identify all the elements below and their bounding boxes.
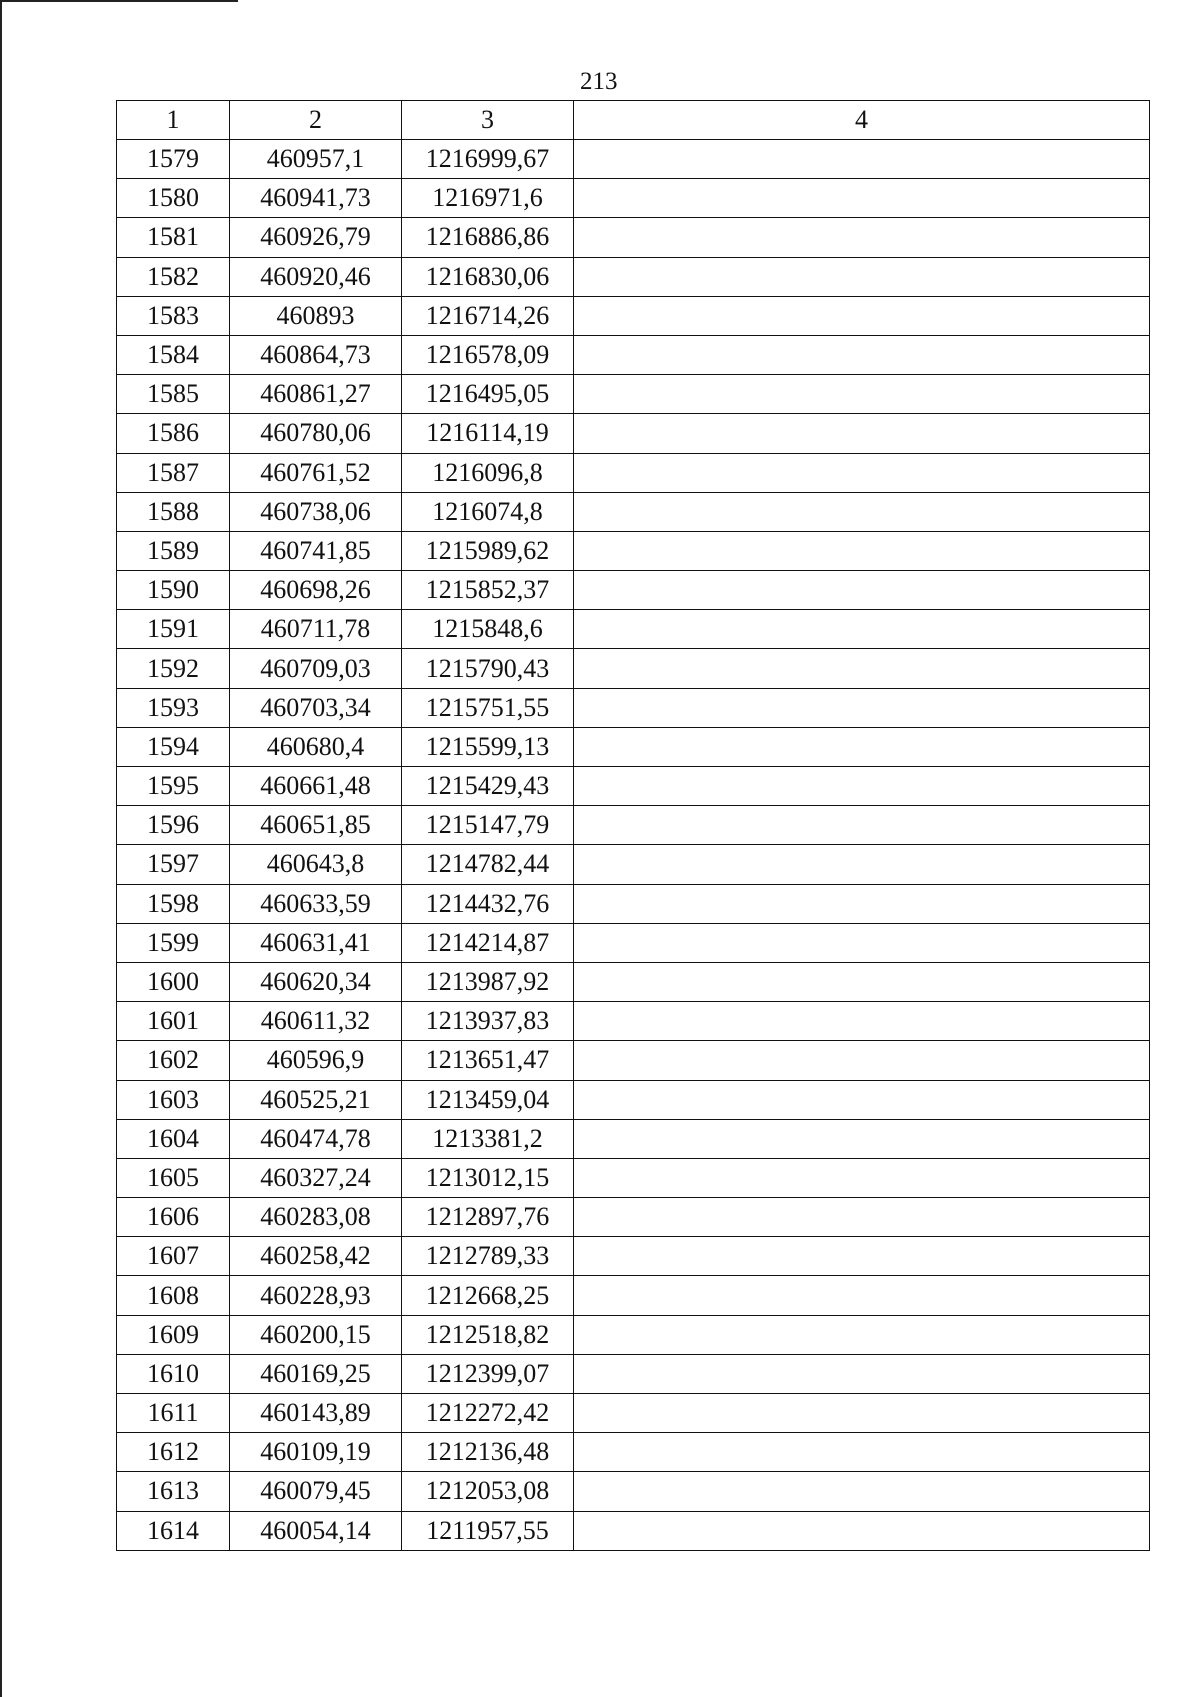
coordinate-y-cell: 1213937,83: [402, 1002, 574, 1041]
table-row: [117, 962, 1150, 1001]
note-cell: [574, 688, 1150, 727]
coordinate-y-cell: 1212518,82: [402, 1315, 574, 1354]
coordinate-y-cell: 1214782,44: [402, 845, 574, 884]
point-number-cell: 1608: [117, 1276, 230, 1315]
note-cell: [574, 923, 1150, 962]
point-number-cell: 1611: [117, 1394, 230, 1433]
coordinate-y-cell: 1215989,62: [402, 531, 574, 570]
coordinate-y-cell: 1216578,09: [402, 335, 574, 374]
coordinate-x-cell: 460611,32: [230, 1002, 402, 1041]
point-number-cell: 1592: [117, 649, 230, 688]
table-row: [117, 923, 1150, 962]
table-row: [117, 1002, 1150, 1041]
note-cell: [574, 257, 1150, 296]
coordinate-x-cell: 460079,45: [230, 1472, 402, 1511]
point-number-cell: 1612: [117, 1433, 230, 1472]
table-row: [117, 1119, 1150, 1158]
coordinate-y-cell: 1214214,87: [402, 923, 574, 962]
coordinate-x-cell: 460926,79: [230, 218, 402, 257]
point-number-cell: 1598: [117, 884, 230, 923]
point-number-cell: 1607: [117, 1237, 230, 1276]
table-row: [117, 453, 1150, 492]
note-cell: [574, 649, 1150, 688]
point-number-cell: 1585: [117, 375, 230, 414]
note-cell: [574, 531, 1150, 570]
column-header: 4: [574, 101, 1150, 140]
coordinate-x-cell: 460861,27: [230, 375, 402, 414]
note-cell: [574, 179, 1150, 218]
coordinate-y-cell: 1216114,19: [402, 414, 574, 453]
table-row: [117, 1354, 1150, 1393]
coordinate-y-cell: 1216096,8: [402, 453, 574, 492]
coordinate-y-cell: 1211957,55: [402, 1511, 574, 1550]
point-number-cell: 1599: [117, 923, 230, 962]
coordinate-x-cell: 460631,41: [230, 923, 402, 962]
coordinate-y-cell: 1212789,33: [402, 1237, 574, 1276]
coordinate-x-cell: 460941,73: [230, 179, 402, 218]
coordinate-y-cell: 1215599,13: [402, 727, 574, 766]
coordinate-y-cell: 1212136,48: [402, 1433, 574, 1472]
point-number-cell: 1579: [117, 140, 230, 179]
coordinate-x-cell: 460633,59: [230, 884, 402, 923]
note-cell: [574, 1237, 1150, 1276]
note-cell: [574, 1198, 1150, 1237]
coordinate-x-cell: 460143,89: [230, 1394, 402, 1433]
coordinate-x-cell: 460698,26: [230, 571, 402, 610]
coordinate-x-cell: 460920,46: [230, 257, 402, 296]
point-number-cell: 1610: [117, 1354, 230, 1393]
coordinate-x-cell: 460780,06: [230, 414, 402, 453]
point-number-cell: 1613: [117, 1472, 230, 1511]
coordinate-y-cell: 1212053,08: [402, 1472, 574, 1511]
table-row: [117, 1041, 1150, 1080]
coordinate-y-cell: 1215848,6: [402, 610, 574, 649]
table-row: [117, 531, 1150, 570]
point-number-cell: 1595: [117, 767, 230, 806]
note-cell: [574, 610, 1150, 649]
table-row: [117, 727, 1150, 766]
point-number-cell: 1591: [117, 610, 230, 649]
note-cell: [574, 1511, 1150, 1550]
table-row: [117, 257, 1150, 296]
coordinate-x-cell: 460709,03: [230, 649, 402, 688]
note-cell: [574, 492, 1150, 531]
table-row: [117, 335, 1150, 374]
coordinate-x-cell: 460200,15: [230, 1315, 402, 1354]
table-row: [117, 1472, 1150, 1511]
column-header: 1: [117, 101, 230, 140]
table-row: [117, 1198, 1150, 1237]
coordinate-y-cell: 1215852,37: [402, 571, 574, 610]
coordinate-x-cell: 460761,52: [230, 453, 402, 492]
table-row: [117, 767, 1150, 806]
note-cell: [574, 1158, 1150, 1197]
page-number: 213: [580, 68, 618, 95]
table-row: [117, 806, 1150, 845]
table-row: [117, 140, 1150, 179]
coordinate-x-cell: 460864,73: [230, 335, 402, 374]
table-row: [117, 1433, 1150, 1472]
coordinate-x-cell: 460525,21: [230, 1080, 402, 1119]
point-number-cell: 1614: [117, 1511, 230, 1550]
coordinate-x-cell: 460327,24: [230, 1158, 402, 1197]
table-row: [117, 571, 1150, 610]
point-number-cell: 1581: [117, 218, 230, 257]
coordinate-x-cell: 460620,34: [230, 962, 402, 1001]
note-cell: [574, 767, 1150, 806]
column-header: 3: [402, 101, 574, 140]
note-cell: [574, 1315, 1150, 1354]
note-cell: [574, 1433, 1150, 1472]
coordinate-x-cell: 460258,42: [230, 1237, 402, 1276]
table-row: [117, 610, 1150, 649]
point-number-cell: 1609: [117, 1315, 230, 1354]
note-cell: [574, 1354, 1150, 1393]
coordinate-x-cell: 460474,78: [230, 1119, 402, 1158]
table-row: [117, 845, 1150, 884]
coordinate-x-cell: 460738,06: [230, 492, 402, 531]
point-number-cell: 1600: [117, 962, 230, 1001]
note-cell: [574, 727, 1150, 766]
note-cell: [574, 806, 1150, 845]
coordinate-x-cell: 460283,08: [230, 1198, 402, 1237]
table-row: [117, 1315, 1150, 1354]
table-body: [117, 140, 1150, 1551]
note-cell: [574, 571, 1150, 610]
note-cell: [574, 335, 1150, 374]
coordinate-x-cell: 460703,34: [230, 688, 402, 727]
coordinate-y-cell: 1214432,76: [402, 884, 574, 923]
table-row: [117, 884, 1150, 923]
table-row: [117, 179, 1150, 218]
coordinate-y-cell: 1215751,55: [402, 688, 574, 727]
note-cell: [574, 1276, 1150, 1315]
table-row: [117, 1158, 1150, 1197]
note-cell: [574, 1002, 1150, 1041]
coordinates-table-container: [116, 100, 1149, 1551]
coordinate-x-cell: 460643,8: [230, 845, 402, 884]
coordinate-y-cell: 1215429,43: [402, 767, 574, 806]
coordinate-y-cell: 1216830,06: [402, 257, 574, 296]
coordinate-y-cell: 1215147,79: [402, 806, 574, 845]
note-cell: [574, 414, 1150, 453]
note-cell: [574, 962, 1150, 1001]
table-row: [117, 1080, 1150, 1119]
table-row: [117, 688, 1150, 727]
note-cell: [574, 218, 1150, 257]
note-cell: [574, 1119, 1150, 1158]
note-cell: [574, 1394, 1150, 1433]
table-row: [117, 375, 1150, 414]
coordinate-y-cell: 1213987,92: [402, 962, 574, 1001]
coordinate-x-cell: 460957,1: [230, 140, 402, 179]
coordinate-y-cell: 1213012,15: [402, 1158, 574, 1197]
scan-left-edge: [0, 0, 2, 1697]
point-number-cell: 1583: [117, 296, 230, 335]
point-number-cell: 1590: [117, 571, 230, 610]
table-row: [117, 414, 1150, 453]
coordinate-y-cell: 1215790,43: [402, 649, 574, 688]
coordinate-y-cell: 1213459,04: [402, 1080, 574, 1119]
table-row: [117, 1237, 1150, 1276]
coordinate-y-cell: 1216999,67: [402, 140, 574, 179]
coordinates-table: [116, 100, 1150, 1551]
coordinate-y-cell: 1216714,26: [402, 296, 574, 335]
note-cell: [574, 375, 1150, 414]
table-row: [117, 218, 1150, 257]
coordinate-y-cell: 1216495,05: [402, 375, 574, 414]
point-number-cell: 1580: [117, 179, 230, 218]
table-header-row: [117, 101, 1150, 140]
point-number-cell: 1597: [117, 845, 230, 884]
coordinate-x-cell: 460109,19: [230, 1433, 402, 1472]
note-cell: [574, 1041, 1150, 1080]
point-number-cell: 1603: [117, 1080, 230, 1119]
coordinate-x-cell: 460893: [230, 296, 402, 335]
table-row: [117, 649, 1150, 688]
coordinate-x-cell: 460054,14: [230, 1511, 402, 1550]
coordinate-x-cell: 460711,78: [230, 610, 402, 649]
point-number-cell: 1589: [117, 531, 230, 570]
coordinate-y-cell: 1212668,25: [402, 1276, 574, 1315]
note-cell: [574, 884, 1150, 923]
note-cell: [574, 1472, 1150, 1511]
coordinate-y-cell: 1212399,07: [402, 1354, 574, 1393]
table-row: [117, 1394, 1150, 1433]
point-number-cell: 1586: [117, 414, 230, 453]
table-row: [117, 296, 1150, 335]
coordinate-y-cell: 1212897,76: [402, 1198, 574, 1237]
coordinate-y-cell: 1213651,47: [402, 1041, 574, 1080]
coordinate-x-cell: 460228,93: [230, 1276, 402, 1315]
note-cell: [574, 845, 1150, 884]
point-number-cell: 1593: [117, 688, 230, 727]
coordinate-x-cell: 460680,4: [230, 727, 402, 766]
coordinate-x-cell: 460661,48: [230, 767, 402, 806]
coordinate-y-cell: 1212272,42: [402, 1394, 574, 1433]
note-cell: [574, 1080, 1150, 1119]
note-cell: [574, 453, 1150, 492]
coordinate-x-cell: 460596,9: [230, 1041, 402, 1080]
note-cell: [574, 140, 1150, 179]
coordinate-x-cell: 460741,85: [230, 531, 402, 570]
coordinate-y-cell: 1213381,2: [402, 1119, 574, 1158]
point-number-cell: 1584: [117, 335, 230, 374]
point-number-cell: 1596: [117, 806, 230, 845]
coordinate-y-cell: 1216886,86: [402, 218, 574, 257]
coordinate-x-cell: 460651,85: [230, 806, 402, 845]
coordinate-x-cell: 460169,25: [230, 1354, 402, 1393]
point-number-cell: 1587: [117, 453, 230, 492]
point-number-cell: 1594: [117, 727, 230, 766]
note-cell: [574, 296, 1150, 335]
point-number-cell: 1582: [117, 257, 230, 296]
table-row: [117, 1276, 1150, 1315]
scan-top-edge: [0, 0, 238, 2]
point-number-cell: 1602: [117, 1041, 230, 1080]
point-number-cell: 1601: [117, 1002, 230, 1041]
column-header: 2: [230, 101, 402, 140]
point-number-cell: 1588: [117, 492, 230, 531]
point-number-cell: 1606: [117, 1198, 230, 1237]
table-row: [117, 1511, 1150, 1550]
point-number-cell: 1605: [117, 1158, 230, 1197]
coordinate-y-cell: 1216971,6: [402, 179, 574, 218]
table-row: [117, 492, 1150, 531]
point-number-cell: 1604: [117, 1119, 230, 1158]
coordinate-y-cell: 1216074,8: [402, 492, 574, 531]
